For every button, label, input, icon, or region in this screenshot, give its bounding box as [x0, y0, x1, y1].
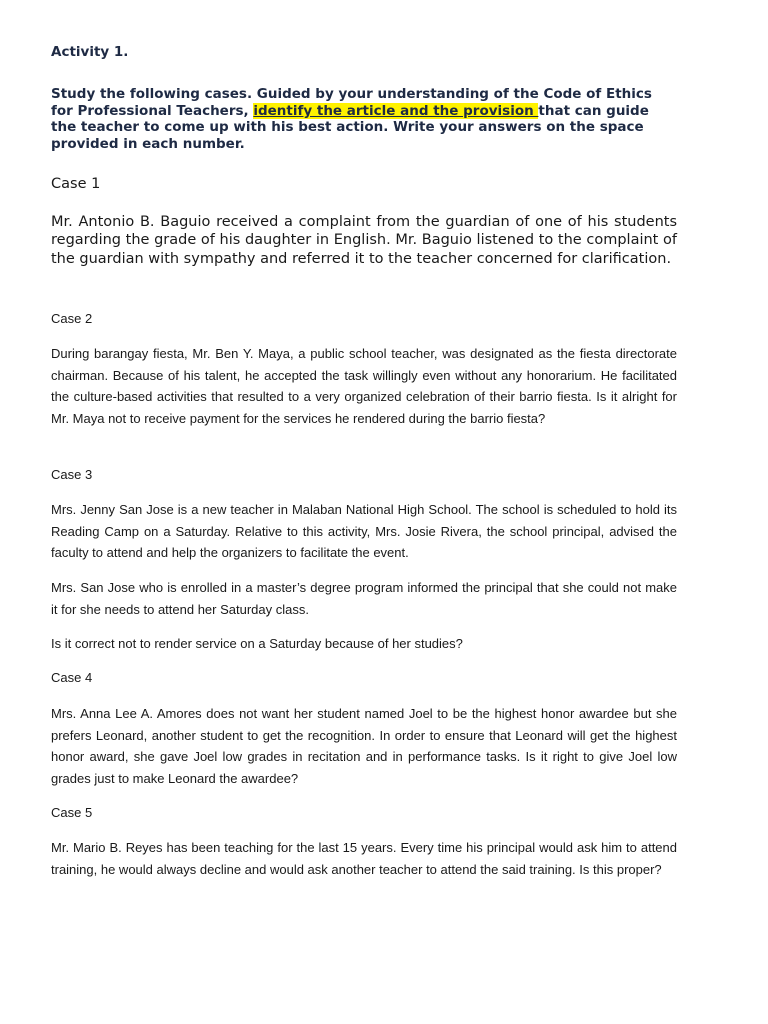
instructions-text-end: that can guide the teacher to come up with his best action. Write your answers on the space provided in each number.	[51, 102, 649, 153]
case-3-heading: Case 3	[51, 467, 93, 482]
instructions-text-start: Study the following cases. Guided by your understanding of the Code of Ethics for Professional Teachers,	[51, 86, 652, 119]
case-5-heading: Case 5	[51, 805, 93, 820]
activity-title: Activity 1.	[51, 44, 129, 60]
case-2-paragraph: During barangay fiesta, Mr. Ben Y. Maya, a public school teacher, was designated as the fiesta directorate chairman. Because of his talent, he accepted the task willingly even without any honorarium. He facilitated the culture-based activities that resulted to a very organized celebration of their barrio fiesta. Is it alright for Mr. Maya not to receive payment for the services he rendered during the barrio fiesta?	[51, 346, 677, 426]
case-2-heading: Case 2	[51, 311, 93, 326]
case-4-heading: Case 4	[51, 670, 93, 685]
case-3-paragraph-1: Mrs. Jenny San Jose is a new teacher in Malaban National High School. The school is scheduled to hold its Reading Camp on a Saturday. Relative to this activity, Mrs. Josie Rivera, the school principal, advised the faculty to attend and help the organizers to facilitate the event.	[51, 502, 677, 561]
case-3-paragraph-2: Mrs. San Jose who is enrolled in a master’s degree program informed the principal that she could not make it for she needs to attend her Saturday class.	[51, 580, 677, 617]
case-4-paragraph: Mrs. Anna Lee A. Amores does not want her student named Joel to be the highest honor awardee but she prefers Leonard, another student to get the recognition. In order to ensure that Leonard will get the highest honor award, she gave Joel low grades in recitation and in performance tasks. Is it right to give Joel low grades just to make Leonard the awardee?	[51, 706, 677, 786]
case-1-paragraph: Mr. Antonio B. Baguio received a complaint from the guardian of one of his students regarding the grade of his daughter in English. Mr. Baguio listened to the complaint of the guardian with sympathy and referred it to the teacher concerned for clarification.	[51, 214, 677, 267]
instructions-highlighted-text: identify the article and the provision	[253, 102, 539, 119]
case-1-heading: Case 1	[51, 176, 101, 192]
case-3-question: Is it correct not to render service on a Saturday because of her studies?	[51, 636, 463, 651]
activity-instructions	[51, 86, 677, 153]
case-5-paragraph: Mr. Mario B. Reyes has been teaching for the last 15 years. Every time his principal would ask him to attend training, he would always decline and would ask another teacher to attend the said training. Is this proper?	[51, 840, 677, 877]
